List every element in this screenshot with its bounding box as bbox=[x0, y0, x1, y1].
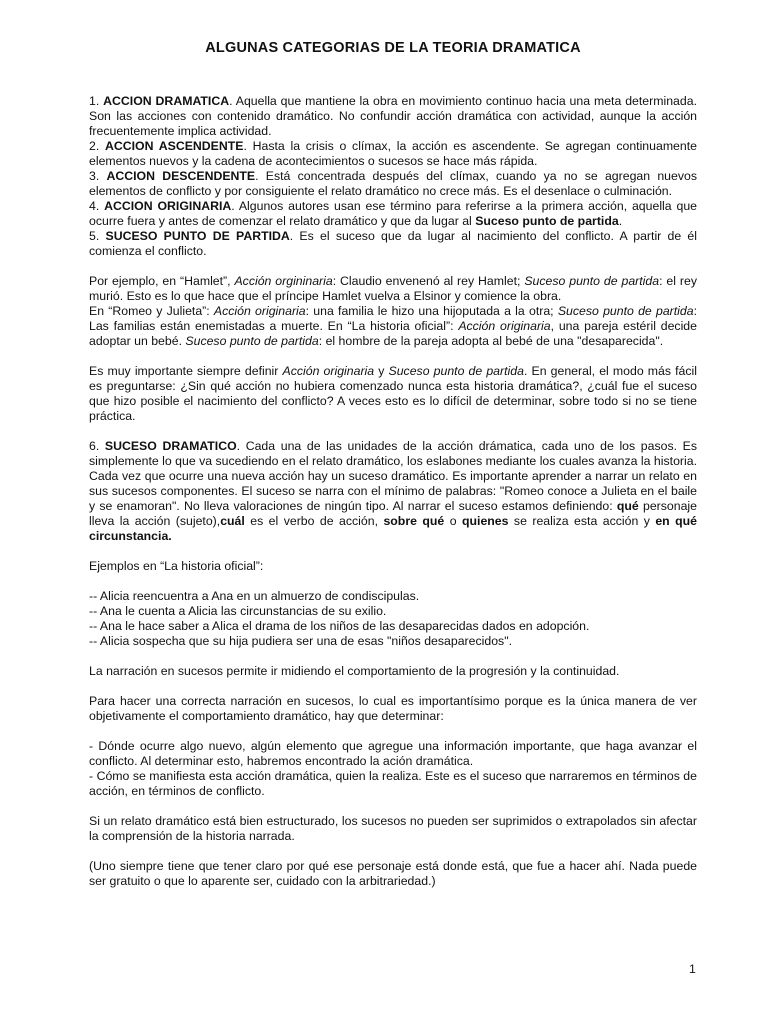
text-run: y bbox=[374, 364, 389, 378]
text-run: : una familia le hizo una hijoputada a la otra; bbox=[305, 304, 558, 318]
term: ACCION ORIGINARIA bbox=[104, 199, 232, 213]
definition-text: personaje lleva la acción (sujeto), bbox=[89, 499, 697, 528]
determine-bullet: - Cómo se manifiesta esta acción dramática, quien la realiza. Este es el suceso que narraremos en términos de acción, en términos de conflicto. bbox=[89, 769, 697, 798]
structure-paragraph: Si un relato dramático está bien estructurado, los sucesos no pueden ser suprimidos o extrapolados sin afectar la comprensión de la historia narrada. bbox=[89, 814, 697, 843]
keyword: sobre qué bbox=[383, 514, 445, 528]
document-page bbox=[89, 40, 697, 889]
example-list-item: -- Alicia sospecha que su hija pudiera ser una de esas "niños desaparecidos". bbox=[89, 634, 512, 648]
text-run: En “Romeo y Julieta”: bbox=[89, 304, 214, 318]
text-run: Por ejemplo, en “Hamlet”, bbox=[89, 274, 235, 288]
definition-accion-dramatica bbox=[89, 94, 697, 139]
page-title: ALGUNAS CATEGORIAS DE LA TEORIA DRAMATICA bbox=[205, 40, 581, 56]
text-run: : el rey murió. Esto es lo que hace que el príncipe Hamlet vuelva a Elsinor y comience la obra. bbox=[89, 274, 697, 303]
keyword: quienes bbox=[462, 514, 509, 528]
italic-run: Acción originaria bbox=[282, 364, 375, 378]
definition-text: se realiza esta acción y bbox=[508, 514, 656, 528]
italic-run: Acción originaria bbox=[213, 304, 306, 318]
example-hamlet bbox=[89, 274, 697, 304]
definition-text: o bbox=[444, 514, 463, 528]
example-list-item: -- Ana le cuenta a Alicia las circunstancias de su exilio. bbox=[89, 604, 387, 618]
term: Suceso punto de partida bbox=[475, 214, 619, 228]
keyword: en qué circunstancia. bbox=[89, 514, 698, 543]
item-number: 1. bbox=[89, 94, 104, 108]
italic-run: Suceso punto de partida bbox=[557, 304, 694, 318]
example-romeo-historia-oficial bbox=[89, 304, 697, 349]
definition-accion-originaria bbox=[89, 199, 697, 229]
keyword: cuál bbox=[220, 514, 245, 528]
term: ACCION DESCENDENTE bbox=[106, 169, 256, 183]
text-run: Es muy importante siempre definir bbox=[89, 364, 283, 378]
narration-paragraph: La narración en sucesos permite ir midiendo el comportamiento de la progresión y la continuidad. bbox=[89, 664, 620, 678]
definition-suceso-dramatico bbox=[89, 439, 697, 544]
italic-run: Acción originaria bbox=[458, 319, 551, 333]
definition-text: . bbox=[618, 214, 623, 228]
italic-run: Suceso punto de partida bbox=[388, 364, 524, 378]
text-run: : Las familias están enemistadas a muerte. En “La historia oficial”: bbox=[89, 304, 698, 333]
definition-accion-ascendente bbox=[89, 139, 697, 169]
italic-run: Suceso punto de partida bbox=[185, 334, 319, 348]
item-number: 4. bbox=[89, 199, 105, 213]
definition-accion-descendente bbox=[89, 169, 697, 199]
term: SUCESO DRAMATICO bbox=[104, 439, 237, 453]
italic-run: Suceso punto de partida bbox=[524, 274, 660, 288]
definition-text: es el verbo de acción, bbox=[244, 514, 384, 528]
text-run: : el hombre de la pareja adopta al bebé de una "desaparecida". bbox=[318, 334, 664, 348]
italic-run: Acción orgininaria bbox=[234, 274, 333, 288]
closing-paragraph: (Uno siempre tiene que tener claro por qué ese personaje está donde está, que fue a hacer ahí. Nada puede ser gratuito o que lo aparente ser, cuidado con la arbitrariedad.) bbox=[89, 859, 697, 888]
definition-text: . Cada una de las unidades de la acción drámatica, cada uno de los pasos. Es simplemente lo que va sucediendo en el relato dramático, los eslabones mediante los cuales avanza la historia. Cada vez que ocurre una nueva acción hay un suceso dramático. Es importante aprender a narrar un relato en sus sucesos componentes. El suceso se narra con el mínimo de palabras: "Romeo conoce a Julieta en el baile y se enamoran". No lleva valoraciones de ningún tipo. Al narrar el suceso estamos definiendo: bbox=[89, 439, 697, 513]
page-number: 1 bbox=[689, 962, 696, 976]
text-run: : Claudio envenenó al rey Hamlet; bbox=[332, 274, 525, 288]
term: ACCION DRAMATICA bbox=[103, 94, 230, 108]
text-run: . En general, el modo más fácil es preguntarse: ¿Sin qué acción no hubiera comenzado nunca esta historia dramática?, ¿cuál fue el suceso que hizo posible el nacimiento del conflicto? A veces esto es lo difícil de determinar, sobre todo si no se tiene práctica. bbox=[89, 364, 697, 423]
term: ACCION ASCENDENTE bbox=[104, 139, 244, 153]
item-number: 5. bbox=[89, 229, 106, 243]
definition-text: . Está concentrada después del clímax, cuando ya no se agregan nuevos elementos de conflicto y por consiguiente el relato dramático no crece más. Es el desenlace o culminación. bbox=[89, 169, 697, 198]
important-paragraph bbox=[89, 364, 697, 424]
definition-text: . Hasta la crisis o clímax, la acción es ascendente. Se agregan continuamente elementos nuevos y la cadena de acontecimientos o sucesos se hace más rápida. bbox=[89, 139, 697, 168]
example-list-item: -- Ana le hace saber a Alica el drama de los niños de las desaparecidas dados en adopción. bbox=[89, 619, 590, 633]
definition-text: . Algunos autores usan ese término para referirse a la primera acción, aquella que ocurre fuera y antes de comenzar el relato dramático y que da lugar al bbox=[89, 199, 697, 228]
example-list-item: -- Alicia reencuentra a Ana en un almuerzo de condiscipulas. bbox=[89, 589, 420, 603]
correct-narration-paragraph: Para hacer una correcta narración en sucesos, lo cual es importantísimo porque es la única manera de ver objetivamente el comportamiento dramático, hay que determinar: bbox=[89, 694, 697, 723]
keyword: qué bbox=[616, 499, 639, 513]
determine-bullet: - Dónde ocurre algo nuevo, algún elemento que agregue una información importante, que haga avanzar el conflicto. Al determinar esto, habremos encontrado la ación dramática. bbox=[89, 739, 697, 768]
item-number: 6. bbox=[89, 439, 105, 453]
definition-text: . Aquella que mantiene la obra en movimiento continuo hacia una meta determinada. Son las acciones con contenido dramático. No confundir acción dramática con actividad, aunque la acción frecuentemente implica actividad. bbox=[89, 94, 697, 138]
item-number: 2. bbox=[89, 139, 105, 153]
examples-heading: Ejemplos en “La historia oficial”: bbox=[89, 559, 264, 573]
definition-suceso-punto-de-partida bbox=[89, 229, 697, 259]
definition-text: . Es el suceso que da lugar al nacimiento del conflicto. A partir de él comienza el conflicto. bbox=[89, 229, 697, 258]
term: SUCESO PUNTO DE PARTIDA bbox=[105, 229, 290, 243]
item-number: 3. bbox=[89, 169, 107, 183]
text-run: , una pareja estéril decide adoptar un bebé. bbox=[89, 319, 697, 348]
